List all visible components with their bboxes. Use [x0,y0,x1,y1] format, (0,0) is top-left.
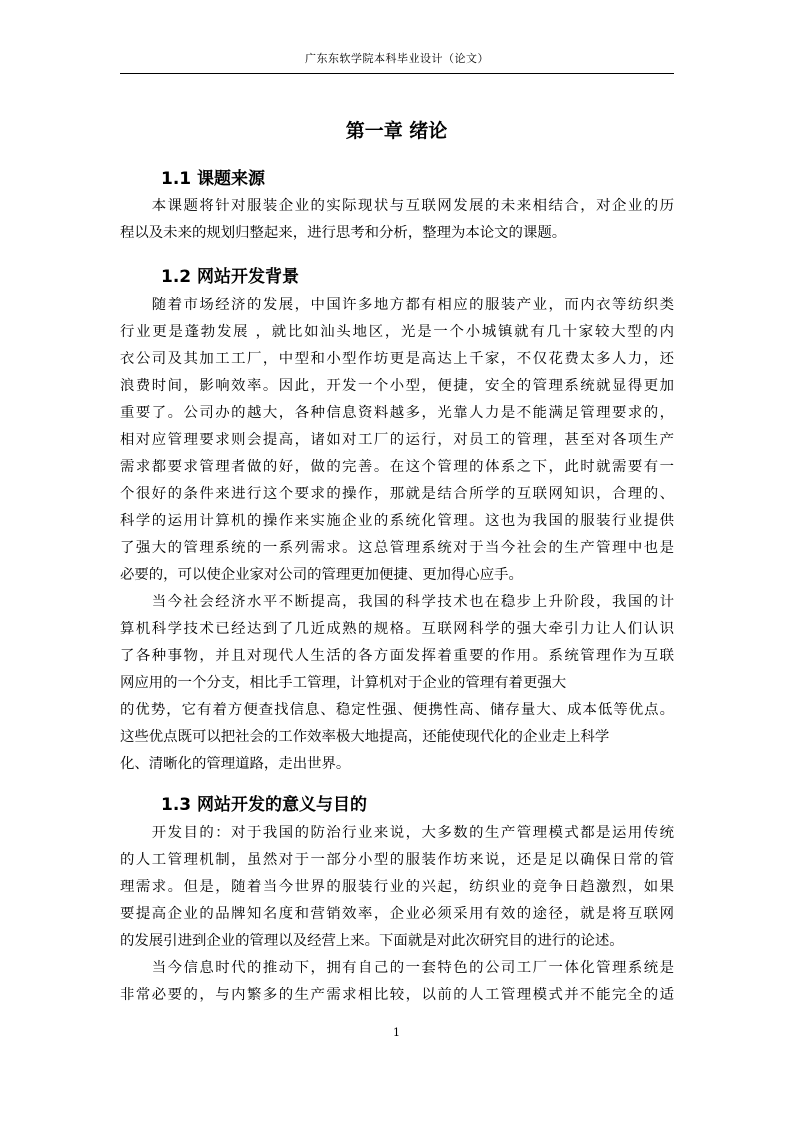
text-line: 浪费时间，影响效率。因此，开发一个小型，便捷，安全的管理系统就显得更加 [120,378,674,394]
running-header: 广东东软学院本科毕业设计（论文） [305,52,489,65]
text-line: 本课题将针对服装企业的实际现状与互联网发展的未来相结合，对企业的历 [120,198,674,214]
text-line: 非常必要的，与内繁多的生产需求相比较，以前的人工管理模式并不能完全的适 [120,987,674,1003]
text-line: 要提高企业的品牌知名度和营销效率，企业必须采用有效的途径，就是将互联网 [120,906,674,922]
text-line: 的发展引进到企业的管理以及经营上来。下面就是对此次研究目的进行的论述。 [120,933,624,949]
paragraph [120,292,674,589]
text-line: 开发目的：对于我国的防治行业来说，大多数的生产管理模式都是运用传统 [120,825,674,841]
text-line: 程以及未来的规划归整起来，进行思考和分析，整理为本论文的课题。 [120,225,567,241]
text-line: 的优势，它有着方便查找信息、稳定性强、便携性高、储存量大、成本低等优点。 [120,702,674,718]
text-line: 的人工管理机制，虽然对于一部分小型的服装作坊来说，还是足以确保日常的管 [120,852,674,868]
text-line: 当今社会经济水平不断提高，我国的科学技术也在稳步上升阶段，我国的计 [120,594,674,610]
text-line: 理需求。但是，随着当今世界的服装行业的兴起，纺织业的竞争日趋激烈，如果 [120,879,674,895]
text-line: 当今信息时代的推动下，拥有自己的一套特色的公司工厂一体化管理系统是 [120,960,674,976]
text-line: 科学的运用计算机的操作来实施企业的系统化管理。这也为我国的服装行业提供 [120,513,674,529]
header-rule [120,73,674,74]
page-number: 1 [393,1026,400,1039]
text-line: 衣公司及其加工工厂，中型和小型作坊更是高达上千家，不仅花费太多人力，还 [120,351,674,367]
paragraph [120,193,674,247]
section-heading-1-2: 1.2 网站开发背景 [161,267,300,287]
text-line: 相对应管理要求则会提高，诸如对工厂的运行，对员工的管理，甚至对各项生产 [120,432,674,448]
text-line: 需求都要求管理者做的好，做的完善。在这个管理的体系之下，此时就需要有一 [120,459,674,475]
paragraph [120,589,674,778]
text-line: 算机科学技术已经达到了几近成熟的规格。互联网科学的强大牵引力让人们认识 [120,621,674,637]
section-heading-1-3: 1.3 网站开发的意义与目的 [161,795,368,815]
paragraph [120,955,674,1009]
text-line: 了各种事物，并且对现代人生活的各方面发挥着重要的作用。系统管理作为互联 [120,648,674,664]
text-line: 随着市场经济的发展，中国许多地方都有相应的服装产业，而内衣等纺织类 [120,297,674,313]
text-line: 化、清晰化的管理道路，走出世界。 [120,756,351,772]
paragraph [120,820,674,955]
text-line: 了强大的管理系统的一系列需求。这总管理系统对于当今社会的生产管理中也是 [120,540,674,556]
text-line: 个很好的条件来进行这个要求的操作，那就是结合所学的互联网知识，合理的、 [120,486,674,502]
section-heading-1-1: 1.1 课题来源 [161,169,266,189]
text-line: 这些优点既可以把社会的工作效率极大地提高，还能使现代化的企业走上科学 [120,729,610,745]
text-line: 重要了。公司办的越大，各种信息资料越多，光靠人力是不能满足管理要求的， [120,405,674,421]
text-line: 必要的，可以使企业家对公司的管理更加便捷、更加得心应手。 [120,567,523,583]
chapter-title: 第一章 绪论 [345,120,448,142]
text-line: 行业更是蓬勃发展 ，就比如汕头地区，光是一个小城镇就有几十家较大型的内 [120,324,674,340]
text-line: 网应用的一个分支，相比手工管理，计算机对于企业的管理有着更强大 [120,675,567,691]
